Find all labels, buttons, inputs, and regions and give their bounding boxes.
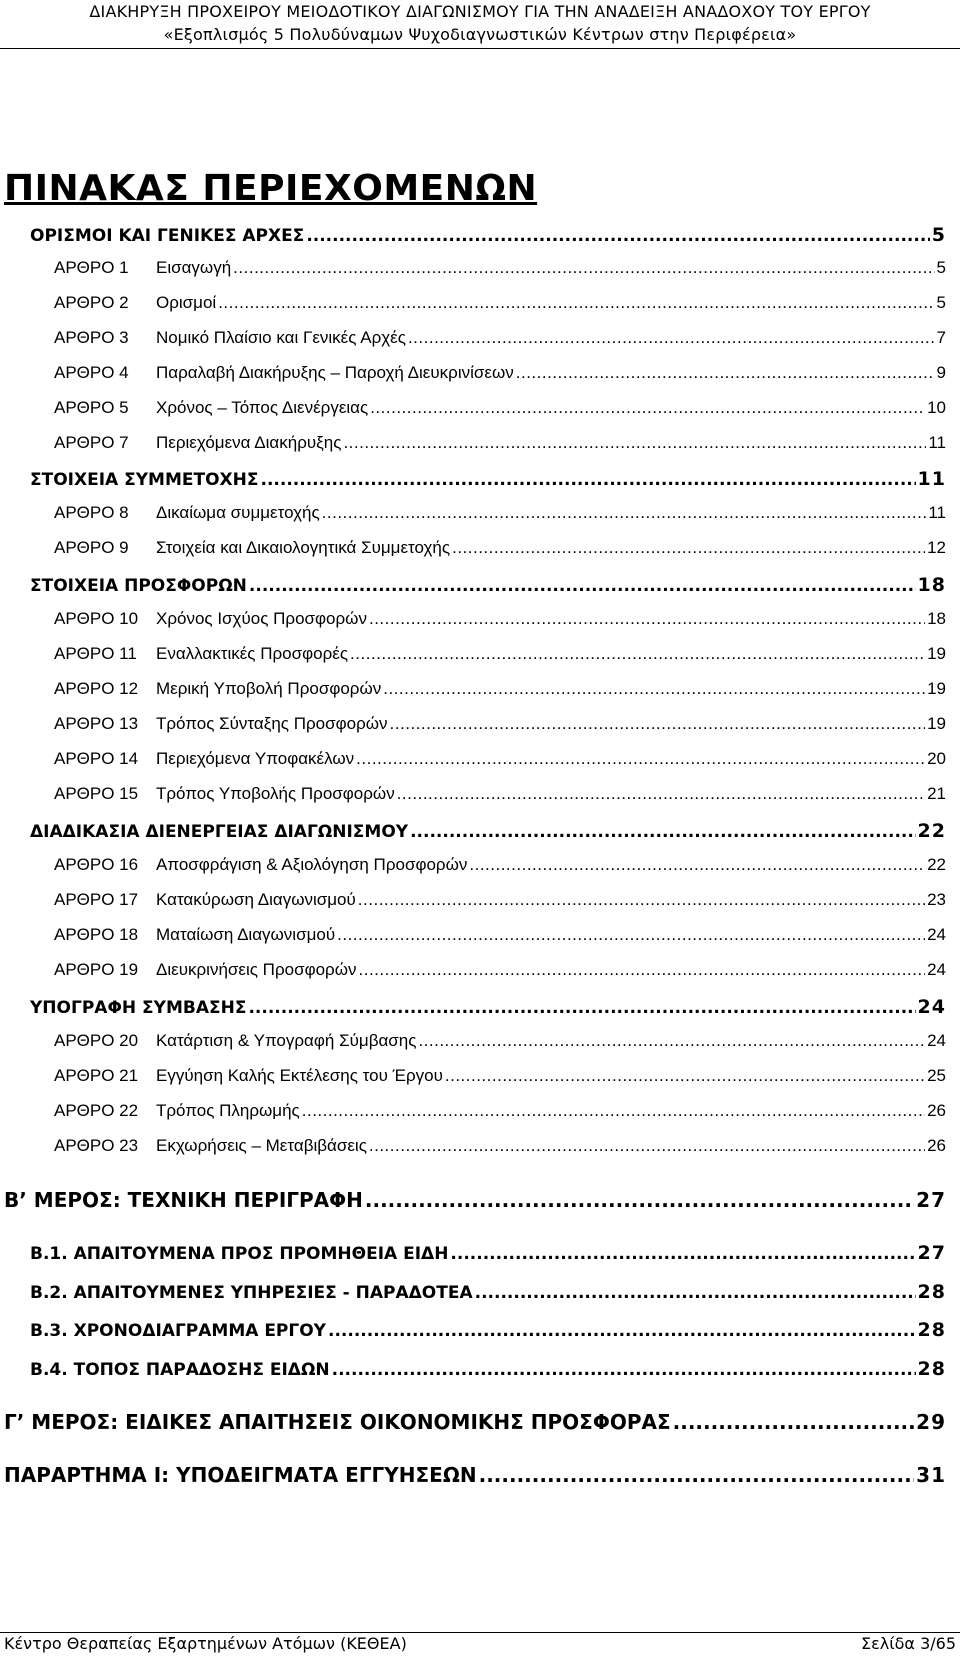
- toc-dot-leader: [673, 1410, 915, 1434]
- toc-entry-label: Κατάρτιση & Υπογραφή Σύμβασης: [156, 1031, 417, 1050]
- toc-entry-label: ΟΡΙΣΜΟΙ ΚΑΙ ΓΕΝΙΚΕΣ ΑΡΧΕΣ: [30, 226, 305, 246]
- toc-article-entry[interactable]: [54, 855, 946, 875]
- toc-dot-leader: [359, 960, 926, 980]
- toc-dot-leader: [328, 1321, 916, 1341]
- toc-article-entry[interactable]: [54, 433, 946, 453]
- toc-dot-leader: [445, 1066, 925, 1086]
- toc-entry-label: Χρόνος – Τόπος Διενέργειας: [156, 398, 369, 417]
- toc-section-entry[interactable]: [30, 1242, 946, 1264]
- toc-page-number: 23: [927, 890, 946, 909]
- toc-page-number: 7: [936, 328, 946, 347]
- toc-page-number: 18: [927, 609, 946, 628]
- toc-page-number: 24: [917, 996, 946, 1018]
- toc-page-number: 24: [927, 960, 946, 979]
- toc-page-number: 9: [936, 363, 946, 382]
- toc-entry-label: Β.3. ΧΡΟΝΟΔΙΑΓΡΑΜΜΑ ΕΡΓΟΥ: [30, 1321, 326, 1341]
- toc-dot-leader: [369, 609, 925, 629]
- toc-entry-label: Παραλαβή Διακήρυξης – Παροχή Διευκρινίσεων: [156, 363, 514, 382]
- toc-article-number: ΑΡΘΡΟ 12: [54, 679, 139, 698]
- toc-dot-leader: [302, 1101, 925, 1121]
- toc-article-entry[interactable]: [54, 1136, 946, 1156]
- toc-page-number: 5: [931, 224, 946, 246]
- toc-article-entry[interactable]: [54, 258, 946, 278]
- toc-article-number: ΑΡΘΡΟ 7: [54, 433, 129, 452]
- toc-entry-label: Β.2. ΑΠΑΙΤΟΥΜΕΝΕΣ ΥΠΗΡΕΣΙΕΣ - ΠΑΡΑΔΟΤΕΑ: [30, 1283, 473, 1303]
- toc-entry-label: Δικαίωμα συμμετοχής: [156, 503, 320, 522]
- toc-article-entry[interactable]: [54, 925, 946, 945]
- toc-dot-leader: [337, 925, 925, 945]
- toc-article-number: ΑΡΘΡΟ 13: [54, 714, 139, 733]
- toc-page-number: 22: [917, 820, 946, 842]
- toc-article-entry[interactable]: [54, 293, 946, 313]
- toc-entry-label: Τρόπος Σύνταξης Προσφορών: [156, 714, 388, 733]
- toc-article-entry[interactable]: [54, 328, 946, 348]
- header-title-line: ΔΙΑΚΗΡΥΞΗ ΠΡΟΧΕΙΡΟΥ ΜΕΙΟΔΟΤΙΚΟΥ ΔΙΑΓΩΝΙΣΜΟΥ ΓΙΑ ΤΗΝ ΑΝΑΔΕΙΞΗ ΑΝΑΔΟΧΟΥ ΤΟΥ ΕΡΓΟΥ: [89, 2, 871, 21]
- toc-article-entry[interactable]: [54, 609, 946, 629]
- toc-article-entry[interactable]: [54, 1066, 946, 1086]
- footer-page-number: Σελίδα 3/65: [861, 1634, 956, 1653]
- toc-entry-label: ΠΑΡΑΡΤΗΜΑ Ι: ΥΠΟΔΕΙΓΜΑΤΑ ΕΓΓΥΗΣΕΩΝ: [4, 1463, 477, 1487]
- toc-dot-leader: [410, 822, 915, 842]
- toc-page-number: 25: [927, 1066, 946, 1085]
- toc-dot-leader: [418, 1031, 925, 1051]
- toc-page-number: 20: [927, 749, 946, 768]
- toc-article-number: ΑΡΘΡΟ 17: [54, 890, 139, 909]
- toc-page-number: 31: [916, 1463, 946, 1487]
- toc-dot-leader: [365, 1188, 914, 1212]
- toc-page-number: 28: [917, 1319, 946, 1341]
- toc-article-number: ΑΡΘΡΟ 3: [54, 328, 129, 347]
- toc-entry-label: Τρόπος Υποβολής Προσφορών: [156, 784, 395, 803]
- toc-article-entry[interactable]: [54, 784, 946, 804]
- toc-dot-leader: [469, 855, 925, 875]
- toc-article-number: ΑΡΘΡΟ 2: [54, 293, 129, 312]
- toc-entry-label: Αποσφράγιση & Αξιολόγηση Προσφορών: [156, 855, 468, 874]
- toc-article-number: ΑΡΘΡΟ 16: [54, 855, 139, 874]
- toc-entry-label: Β.1. ΑΠΑΙΤΟΥΜΕΝΑ ΠΡΟΣ ΠΡΟΜΗΘΕΙΑ ΕΙΔΗ: [30, 1244, 449, 1264]
- toc-article-number: ΑΡΘΡΟ 5: [54, 398, 129, 417]
- toc-dot-leader: [356, 749, 925, 769]
- toc-article-number: ΑΡΘΡΟ 4: [54, 363, 129, 382]
- toc-dot-leader: [408, 328, 935, 348]
- toc-article-entry[interactable]: [54, 398, 946, 418]
- toc-page-number: 26: [927, 1101, 946, 1120]
- toc-dot-leader: [358, 890, 925, 910]
- toc-dot-leader: [479, 1463, 915, 1487]
- toc-page-number: 12: [927, 538, 946, 557]
- toc-article-number: ΑΡΘΡΟ 14: [54, 749, 139, 768]
- toc-dot-leader: [450, 1244, 915, 1264]
- toc-entry-label: Νομικό Πλαίσιο και Γενικές Αρχές: [156, 328, 406, 347]
- toc-page-number: 28: [917, 1281, 946, 1303]
- toc-entry-label: Εναλλακτικές Προσφορές: [156, 644, 349, 663]
- toc-dot-leader: [516, 363, 935, 383]
- toc-article-entry[interactable]: [54, 503, 946, 523]
- toc-dot-leader: [390, 714, 926, 734]
- toc-entry-label: Εισαγωγή: [156, 258, 232, 277]
- toc-article-entry[interactable]: [54, 363, 946, 383]
- toc-page-number: 19: [927, 644, 946, 663]
- toc-entry-label: Β.4. ΤΟΠΟΣ ΠΑΡΑΔΟΣΗΣ ΕΙΔΩΝ: [30, 1360, 330, 1380]
- toc-page-number: 11: [928, 503, 946, 522]
- toc-section-entry[interactable]: [30, 224, 946, 246]
- footer-organization: Κέντρο Θεραπείας Εξαρτημένων Ατόμων (ΚΕΘΕΑ): [4, 1634, 407, 1653]
- toc-dot-leader: [370, 398, 925, 418]
- toc-article-entry[interactable]: [54, 644, 946, 664]
- toc-title: ΠΙΝΑΚΑΣ ΠΕΡΙΕΧΟΜΕΝΩΝ: [4, 168, 538, 209]
- toc-article-entry[interactable]: [54, 714, 946, 734]
- toc-article-number: ΑΡΘΡΟ 21: [54, 1066, 139, 1085]
- toc-page-number: 5: [936, 293, 946, 312]
- toc-article-number: ΑΡΘΡΟ 15: [54, 784, 139, 803]
- toc-entry-label: Κατακύρωση Διαγωνισμού: [156, 890, 356, 909]
- toc-part-entry[interactable]: [4, 1410, 946, 1434]
- toc-dot-leader: [397, 784, 925, 804]
- toc-entry-label: Τρόπος Πληρωμής: [156, 1101, 300, 1120]
- toc-article-number: ΑΡΘΡΟ 20: [54, 1031, 139, 1050]
- toc-section-entry[interactable]: [30, 820, 946, 842]
- toc-dot-leader: [452, 538, 925, 558]
- toc-dot-leader: [475, 1283, 916, 1303]
- toc-article-entry[interactable]: [54, 538, 946, 558]
- toc-page-number: 27: [916, 1188, 946, 1212]
- toc-entry-label: Β’ ΜΕΡΟΣ: ΤΕΧΝΙΚΗ ΠΕΡΙΓΡΑΦΗ: [4, 1188, 363, 1212]
- header-divider: [0, 48, 960, 49]
- toc-dot-leader: [332, 1360, 916, 1380]
- toc-entry-label: Ορισμοί: [156, 293, 217, 312]
- toc-section-entry[interactable]: [30, 996, 946, 1018]
- toc-article-number: ΑΡΘΡΟ 22: [54, 1101, 139, 1120]
- toc-page-number: 26: [927, 1136, 946, 1155]
- toc-entry-label: Στοιχεία και Δικαιολογητικά Συμμετοχής: [156, 538, 451, 557]
- toc-entry-label: Γ’ ΜΕΡΟΣ: ΕΙΔΙΚΕΣ ΑΠΑΙΤΗΣΕΙΣ ΟΙΚΟΝΟΜΙΚΗΣ ΠΡΟΣΦΟΡΑΣ: [4, 1410, 671, 1434]
- toc-entry-label: ΣΤΟΙΧΕΙΑ ΣΥΜΜΕΤΟΧΗΣ: [30, 470, 259, 490]
- toc-page-number: 27: [917, 1242, 946, 1264]
- toc-page-number: 22: [927, 855, 946, 874]
- toc-part-entry[interactable]: [4, 1463, 946, 1487]
- toc-article-number: ΑΡΘΡΟ 11: [54, 644, 137, 663]
- toc-entry-label: ΔΙΑΔΙΚΑΣΙΑ ΔΙΕΝΕΡΓΕΙΑΣ ΔΙΑΓΩΝΙΣΜΟΥ: [30, 822, 409, 842]
- toc-entry-label: Μερική Υποβολή Προσφορών: [156, 679, 382, 698]
- toc-page-number: 11: [928, 433, 946, 452]
- toc-article-entry[interactable]: [54, 679, 946, 699]
- toc-page-number: 29: [916, 1410, 946, 1434]
- toc-page-number: 5: [936, 258, 946, 277]
- toc-entry-label: Διευκρινήσεις Προσφορών: [156, 960, 357, 979]
- toc-dot-leader: [322, 503, 927, 523]
- toc-article-number: ΑΡΘΡΟ 19: [54, 960, 139, 979]
- toc-article-entry[interactable]: [54, 1031, 946, 1051]
- toc-entry-label: Περιεχόμενα Υποφακέλων: [156, 749, 355, 768]
- toc-entry-label: Ματαίωση Διαγωνισμού: [156, 925, 336, 944]
- toc-page-number: 19: [927, 714, 946, 733]
- toc-article-number: ΑΡΘΡΟ 9: [54, 538, 129, 557]
- toc-entry-label: Χρόνος Ισχύος Προσφορών: [156, 609, 367, 628]
- toc-page-number: 21: [927, 784, 946, 803]
- toc-article-number: ΑΡΘΡΟ 8: [54, 503, 129, 522]
- page-footer: [0, 1634, 960, 1653]
- toc-entry-label: ΣΤΟΙΧΕΙΑ ΠΡΟΣΦΟΡΩΝ: [30, 576, 247, 596]
- toc-article-number: ΑΡΘΡΟ 10: [54, 609, 139, 628]
- toc-dot-leader: [233, 258, 934, 278]
- toc-entry-label: Εγγύηση Καλής Εκτέλεσης του Έργου: [156, 1066, 443, 1085]
- page-header: [0, 0, 960, 46]
- toc-section-entry[interactable]: [30, 1319, 946, 1341]
- toc-page-number: 18: [917, 574, 946, 596]
- toc-dot-leader: [248, 998, 915, 1018]
- toc-article-entry[interactable]: [54, 1101, 946, 1121]
- header-project-line: «Εξοπλισμός 5 Πολυδύναμων Ψυχοδιαγνωστικών Κέντρων στην Περιφέρεια»: [163, 25, 797, 44]
- toc-section-entry[interactable]: [30, 1281, 946, 1303]
- toc-dot-leader: [369, 1136, 925, 1156]
- toc-dot-leader: [306, 226, 929, 246]
- toc-page-number: 28: [917, 1358, 946, 1380]
- toc-article-number: ΑΡΘΡΟ 23: [54, 1136, 139, 1155]
- toc-dot-leader: [260, 470, 915, 490]
- toc-section-entry[interactable]: [30, 468, 946, 490]
- toc-article-entry[interactable]: [54, 960, 946, 980]
- toc-entry-label: Εκχωρήσεις – Μεταβιβάσεις: [156, 1136, 367, 1155]
- toc-article-number: ΑΡΘΡΟ 1: [54, 258, 129, 277]
- toc-page-number: 24: [927, 1031, 946, 1050]
- footer-divider: [0, 1632, 960, 1633]
- toc-dot-leader: [343, 433, 926, 453]
- toc-page-number: 24: [927, 925, 946, 944]
- toc-article-number: ΑΡΘΡΟ 18: [54, 925, 139, 944]
- toc-page-number: 19: [927, 679, 946, 698]
- toc-entry-label: ΥΠΟΓΡΑΦΗ ΣΥΜΒΑΣΗΣ: [30, 998, 247, 1018]
- toc-article-entry[interactable]: [54, 749, 946, 769]
- toc-section-entry[interactable]: [30, 574, 946, 596]
- toc-dot-leader: [350, 644, 925, 664]
- toc-article-entry[interactable]: [54, 890, 946, 910]
- toc-dot-leader: [218, 293, 934, 313]
- toc-entry-label: Περιεχόμενα Διακήρυξης: [156, 433, 342, 452]
- toc-dot-leader: [249, 576, 916, 596]
- toc-part-entry[interactable]: [4, 1188, 946, 1212]
- toc-section-entry[interactable]: [30, 1358, 946, 1380]
- toc-dot-leader: [383, 679, 925, 699]
- toc-page-number: 11: [917, 468, 946, 490]
- toc-page-number: 10: [927, 398, 946, 417]
